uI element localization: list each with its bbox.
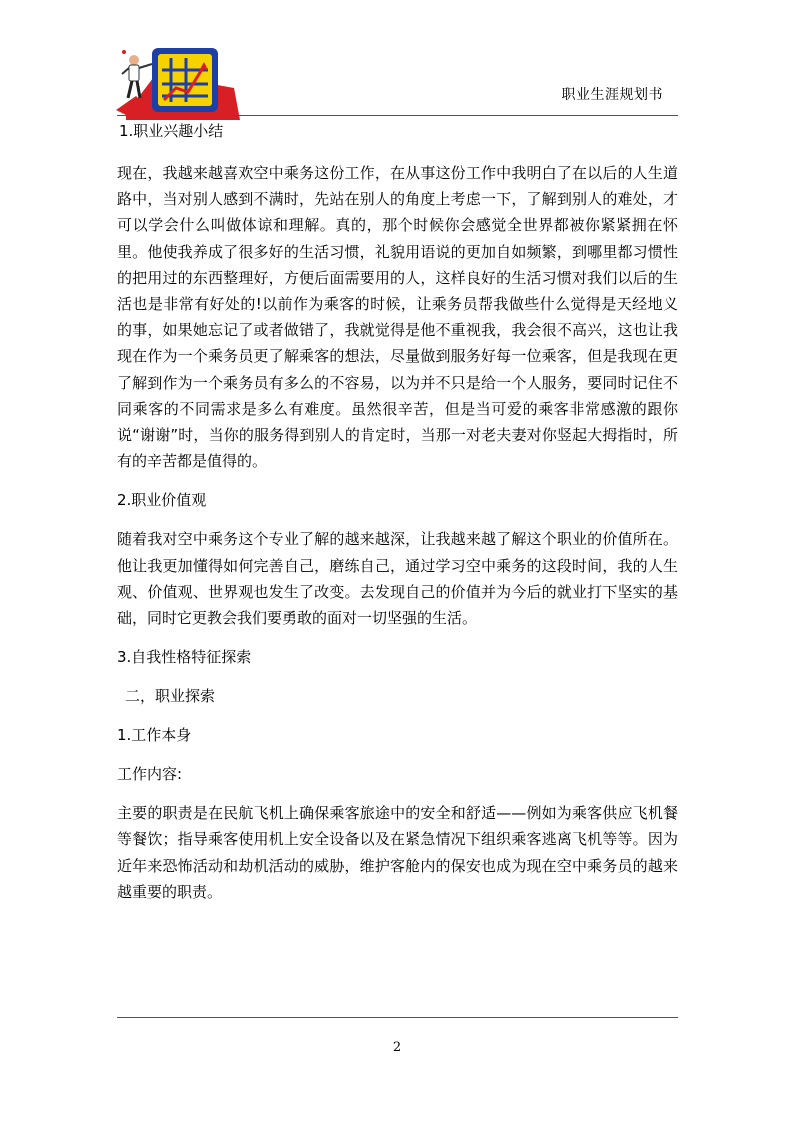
section-heading-values: 2.职业价值观: [117, 491, 207, 510]
section-heading-interest-summary: 1.职业兴趣小结: [119, 122, 224, 140]
section-heading-job-itself: 1.工作本身: [117, 726, 192, 745]
paragraph-work-content: 主要的职责是在民航飞机上确保乘客旅途中的安全和舒适——例如为乘客供应飞机餐等餐饮；指导乘客使用机上安全设备以及在紧急情况下组织乘客逃离飞机等等。因为近年来恐怖活动和劫机活动的威胁，维护客舱内的保安也成为现在空中乘务员的越来越重要的职责。: [117, 804, 678, 901]
paragraph-interest-summary: 现在，我越来越喜欢空中乘务这份工作，在从事这份工作中我明白了在以后的人生道路中，当对别人感到不满时，先站在别人的角度上考虑一下，了解到别人的难处，才可以学会什么叫做体谅和理解。真的，那个时候你会感觉全世界都被你紧紧拥在怀里。他使我养成了很多好的生活习惯，礼貌用语说的更加自如频繁，到哪里都习惯性的把用过的东西整理好，方便后面需要用的人，这样良好的生活习惯对我们以后的生活也是非常有好处的!以前作为乘客的时候，让乘务员帮我做些什么觉得是天经地义的事，如果她忘记了或者做错了，我就觉得是他不重视我，我会很不高兴，这也让我现在作为一个乘务员更了解乘客的想法，尽量做到服务好每一位乘客，但是我现在更了解到作为一个乘务员有多么的不容易，以为并不只是给一个人服务，要同时记住不同乘客的不同需求是多么有难度。虽然很辛苦，但是当可爱的乘客非常感激的跟你说“谢谢”时，当你的服务得到别人的肯定时，当那一对老夫妻对你竖起大拇指时，所有的辛苦都是值得的。: [117, 164, 678, 471]
page-number: 2: [392, 1040, 402, 1055]
paragraph-values: 随着我对空中乘务这个专业了解的越来越深，让我越来越了解这个职业的价值所在。他让我更加懂得如何完善自己，磨练自己，通过学习空中乘务的这段时间，我的人生观、价值观、世界观也发生了改变。去发现自己的价值并为今后的就业打下坚实的基础，同时它更教会我们要勇敢的面对一切坚强的生活。: [117, 530, 678, 628]
header-title: 职业生涯规划书: [561, 87, 663, 103]
header-divider: [117, 115, 678, 116]
header-logo-icon: [116, 44, 240, 120]
part-heading-career-exploration: 二，职业探索: [125, 687, 216, 706]
label-work-content: 工作内容:: [117, 765, 183, 784]
footer-divider: [117, 1017, 678, 1018]
document-body: [117, 118, 678, 905]
section-heading-personality: 3.自我性格特征探索: [117, 648, 252, 667]
